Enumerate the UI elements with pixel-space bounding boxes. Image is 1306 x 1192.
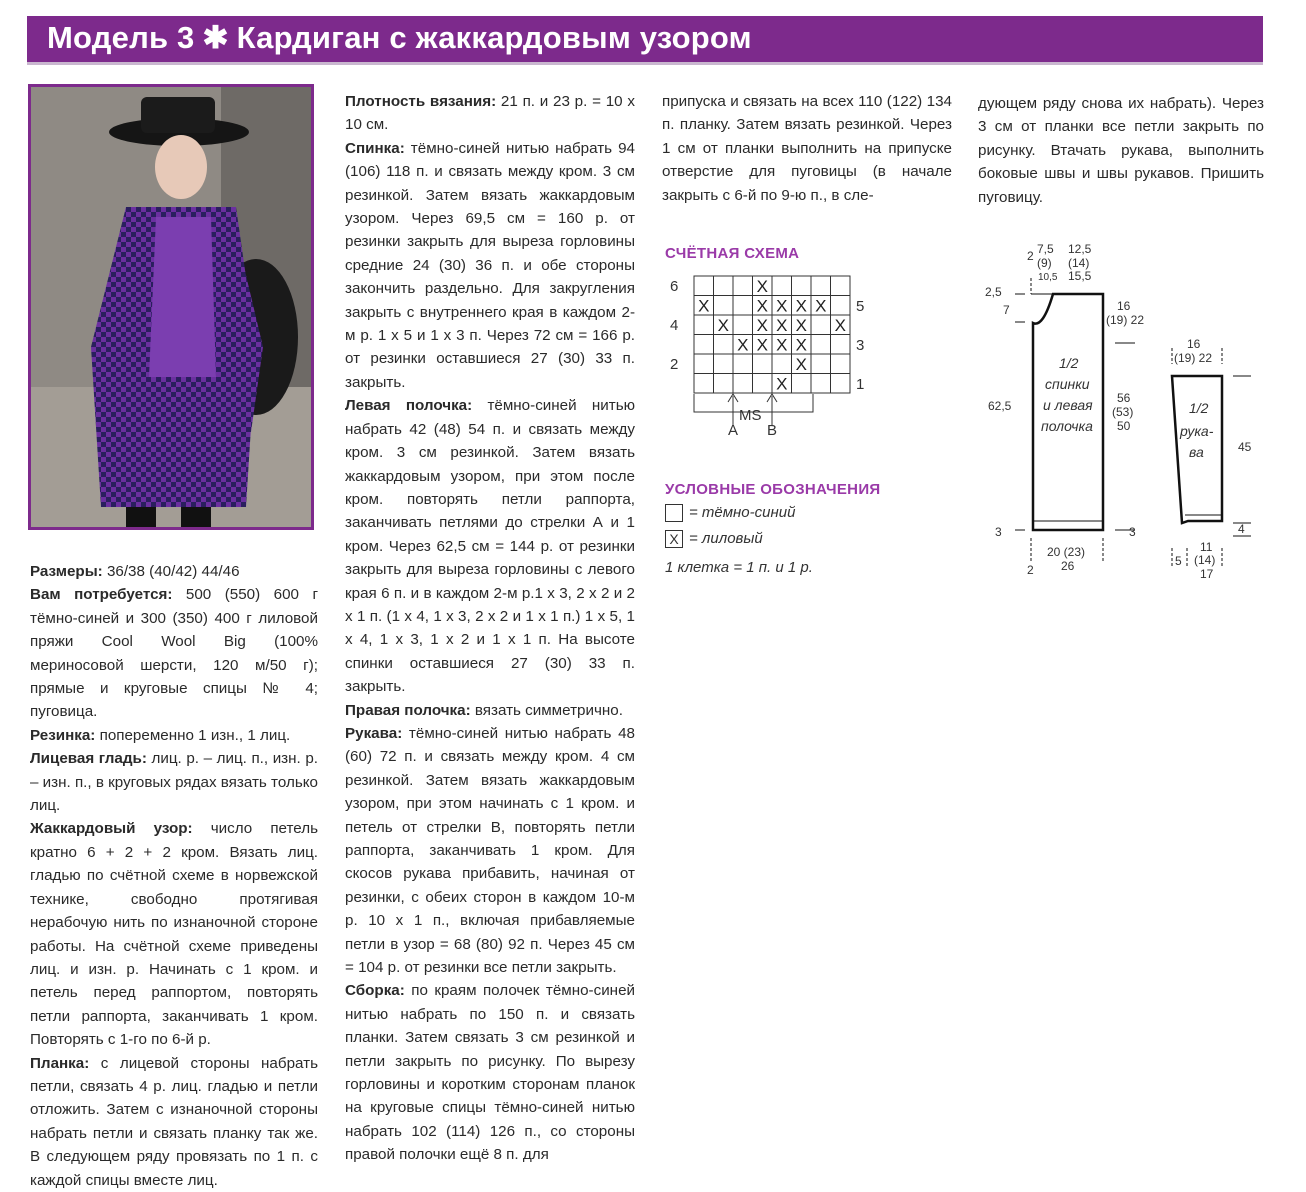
paragraph: Спинка: тёмно-синей нитью набрать 94 (106) 118 п. и связать между кром. 3 см резинкой. Затем вязать жаккардовым узором. Через 69,5 см = 160 р. от резинки закрыть для выреза горловины средние 24 (30) 36 п. и обе стороны закончить раздельно. Для закругления закрыть с внутреннего края в каждом 2-м р. 1 х 5 и 1 х 3 п. Через 72 см = 166 р. от резинки оставшиеся 27 (30) 33 п. закрыть. — [345, 139, 635, 391]
chart-cell — [831, 354, 851, 374]
paragraph: Рукава: тёмно-синей нитью набрать 48 (60) 72 п. и связать между кром. 4 см резинкой. Затем вязать жаккардовым узором, при этом начинать с 1 кром. и петель от стрелки В, повторять петли раппорта, заканчивать 1 кром. Для скосов рукава прибавить, начиная от резинки, с обеих сторон в каждом 10-м р. 10 х 1 п., включая прибавляемые петли в узор = 68 (80) 92 п. Через 45 см = 104 р. от резинки все петли закрыть. — [345, 724, 635, 977]
chart-cell — [733, 276, 753, 296]
paragraph: Правая полочка: вязать симметрично. — [345, 701, 623, 719]
chart-cell — [811, 354, 831, 374]
legend-title: УСЛОВНЫЕ ОБОЗНАЧЕНИЯ — [665, 481, 881, 498]
chart-cell — [831, 276, 851, 296]
counting-chart — [660, 270, 900, 440]
x-mark-icon: X — [815, 296, 827, 316]
chart-cell — [772, 354, 792, 374]
x-mark-icon: X — [795, 335, 807, 355]
paragraph: Резинка: попеременно 1 изн., 1 лиц. — [30, 726, 291, 744]
chart-cell — [714, 335, 734, 355]
chart-grid — [694, 276, 850, 393]
x-mark-icon: X — [776, 374, 788, 394]
chart-cell — [714, 276, 734, 296]
dim-label: (53) — [1112, 405, 1134, 419]
chart-cell — [753, 354, 773, 374]
dim-label: 2 — [1027, 249, 1034, 263]
chart-cell — [753, 374, 773, 394]
instructions-column-3 — [662, 90, 952, 207]
dim-label: 3 — [1129, 525, 1136, 539]
chart-cell — [792, 374, 812, 394]
dim-label: 7,5 — [1037, 242, 1054, 256]
chart-cell — [831, 374, 851, 394]
star-icon: ✱ — [202, 20, 229, 55]
instructions-column-1 — [30, 560, 318, 1192]
x-mark-icon: X — [776, 335, 788, 355]
dim-label: 10,5 — [1038, 272, 1058, 283]
dim-label: 45 — [1238, 440, 1252, 454]
chart-cell — [811, 315, 831, 335]
chart-cell — [811, 374, 831, 394]
paragraph: припуска и связать на всех 110 (122) 134 п. планку. Затем вязать резинкой. Через 1 см от планки выполнить на припуске отверстие для пуговицы (в начале закрыть с 6-й по 9-ю п., в сле- — [662, 93, 952, 204]
x-mark-icon: X — [756, 315, 768, 335]
row-label: 2 — [670, 356, 679, 373]
chart-cell — [733, 315, 753, 335]
legend-cell: 1 клетка = 1 п. и 1 р. — [665, 559, 813, 576]
paragraph: Размеры: 36/38 (40/42) 44/46 — [30, 563, 240, 580]
dim-label: 12,5 — [1068, 242, 1092, 256]
x-mark-icon: X — [776, 315, 788, 335]
row-label: 1 — [856, 376, 865, 393]
dim-label: (14) — [1194, 553, 1216, 567]
chart-cell — [733, 374, 753, 394]
chart-cell — [694, 276, 714, 296]
chart-cell — [811, 335, 831, 355]
x-mark-icon: X — [795, 315, 807, 335]
dim-label: 26 — [1061, 559, 1075, 573]
x-mark-icon: X — [717, 315, 729, 335]
x-mark-icon: X — [698, 296, 710, 316]
dim-label: (9) — [1037, 256, 1052, 270]
dim-label: (14) — [1068, 256, 1090, 270]
x-mark-icon: X — [756, 335, 768, 355]
row-label: 5 — [856, 298, 865, 315]
dim-label: 62,5 — [988, 399, 1012, 413]
model-photo — [28, 84, 314, 530]
chart-title: СЧЁТНАЯ СХЕМА — [665, 245, 800, 262]
dim-label: 20 (23) — [1047, 545, 1086, 559]
chart-cell — [694, 335, 714, 355]
paragraph: Плотность вязания: 21 п. и 23 р. = 10 х 10 см. — [345, 93, 635, 134]
dim-label: 2 — [1027, 563, 1034, 577]
x-box-icon: X — [665, 530, 683, 548]
chart-cell — [811, 276, 831, 296]
piece-label: полочка — [1041, 418, 1093, 434]
legend-lilac: X = лиловый — [665, 530, 763, 548]
row-label: 4 — [670, 317, 679, 334]
header-banner — [27, 16, 1263, 62]
chart-cell — [733, 354, 753, 374]
chart-cell — [694, 315, 714, 335]
row-label: 6 — [670, 278, 679, 295]
chart-cell — [714, 374, 734, 394]
dim-label: 2,5 — [985, 285, 1002, 299]
paragraph: Планка: с лицевой стороны набрать петли, связать 4 р. лиц. гладью и петли отложить. Затем с изнаночной стороны набрать петли и связать планку так же. В следующем ряду провязать по 1 п. с каждой спицы вместе лиц. — [30, 1054, 318, 1189]
chart-cell — [792, 276, 812, 296]
dim-label: 4 — [1238, 522, 1245, 536]
paragraph: Лицевая гладь: лиц. р. – лиц. п., изн. р. – изн. п., в круговых рядах вязать только лиц. — [30, 750, 318, 815]
paragraph: Сборка: по краям полочек тёмно-синей нитью набрать по 150 п. и связать планки. Затем связать 3 см резинкой и петли закрыть по рисунку. По вырезу горловины и коротким сторонам планок на круговые спицы тёмно-синей нитью набрать 102 (114) 126 п., со стороны правой полочки ещё 8 п. для — [345, 982, 635, 1164]
row-label: 3 — [856, 337, 865, 354]
dim-label: 5 — [1175, 554, 1182, 568]
cardigan-photo-illustration — [31, 87, 311, 527]
piece-label: ва — [1189, 444, 1204, 460]
arrow-a-label: A — [728, 422, 739, 439]
dim-label: 16 — [1117, 299, 1131, 313]
model-label: Модель 3 — [47, 20, 195, 55]
empty-box-icon — [665, 504, 683, 522]
piece-label: и левая — [1043, 397, 1093, 413]
x-mark-icon: X — [756, 296, 768, 316]
chart-cell — [694, 354, 714, 374]
dim-label: 7 — [1003, 303, 1010, 317]
x-mark-icon: X — [776, 296, 788, 316]
pattern-diagram — [975, 238, 1275, 583]
dim-label: 50 — [1117, 419, 1131, 433]
instructions-column-2 — [345, 90, 635, 1167]
repeat-label: MS — [739, 407, 762, 424]
paragraph: Левая полочка: тёмно-синей нитью набрать 42 (48) 54 п. и связать между кром. 3 см резинкой. Затем вязать жаккардовым узором, при этом после кром. повторять петли раппорта, заканчивать петлями до стрелки А и 1 кром. Через 62,5 см = 144 р. от резинки закрыть для выреза горловины с левого края 6 п. и в каждом 2-м р.1 х 3, 2 х 2 и 2 х 1 п. (1 х 4, 1 х 3, 2 х 2 и 1 х 1 п.) 1 х 5, 1 х 4, 1 х 3, 1 х 2 и 1 х 1 п. На высоте спинки оставшиеся 27 (30) 33 п. закрыть. — [345, 397, 635, 696]
dim-label: (19) 22 — [1174, 351, 1213, 365]
dim-label: 16 — [1187, 337, 1201, 351]
dim-label: 15,5 — [1068, 269, 1092, 283]
arrow-b-label: B — [767, 422, 778, 439]
legend-dark: = тёмно-синий — [665, 504, 795, 522]
dim-label: 17 — [1200, 567, 1214, 581]
x-mark-icon: X — [737, 335, 749, 355]
piece-label: спинки — [1045, 376, 1090, 392]
chart-cell — [733, 296, 753, 316]
x-mark-icon: X — [834, 315, 846, 335]
x-mark-icon: X — [795, 296, 807, 316]
x-mark-icon: X — [756, 276, 768, 296]
chart-cell — [714, 296, 734, 316]
piece-label: 1/2 — [1059, 355, 1079, 371]
title-text: Кардиган с жаккардовым узором — [236, 20, 752, 55]
chart-cell — [831, 296, 851, 316]
paragraph: Вам потребуется: 500 (550) 600 г тёмно-синей и 300 (350) 400 г лиловой пряжи Cool Wool Big (100% мериносовой шерсти, 120 м/50 г); прямые и круговые спицы № 4; пуговица. — [30, 586, 318, 721]
dim-label: 56 — [1117, 391, 1131, 405]
chart-cell — [694, 374, 714, 394]
chart-cell — [831, 335, 851, 355]
chart-cell — [714, 354, 734, 374]
paragraph: дующем ряду снова их набрать). Через 3 см от планки все петли закрыть по рисунку. Втачать рукава, выполнить боковые швы и швы рукавов. Пришить пуговицу. — [978, 95, 1264, 206]
page-title — [47, 20, 752, 56]
x-mark-icon: X — [795, 354, 807, 374]
dim-label: 3 — [995, 525, 1002, 539]
piece-label: 1/2 — [1189, 400, 1209, 416]
dim-label: 11 — [1200, 540, 1213, 554]
dim-label: (19) 22 — [1106, 313, 1145, 327]
piece-label: рука- — [1180, 423, 1214, 439]
instructions-column-4 — [978, 92, 1264, 209]
chart-cell — [772, 276, 792, 296]
paragraph: Жаккардовый узор: число петель кратно 6 + 2 + 2 кром. Вязать лиц. гладью по счётной схеме в норвежской технике, свободно протягивая нерабочую нить по изнаночной стороне работы. На счётной схеме приведены лиц. и изн. р. Начинать с 1 кром. и петель перед раппортом, повторять петли раппорта, заканчивать 1 кром. Повторять с 1-го по 6-й р. — [30, 820, 319, 1049]
